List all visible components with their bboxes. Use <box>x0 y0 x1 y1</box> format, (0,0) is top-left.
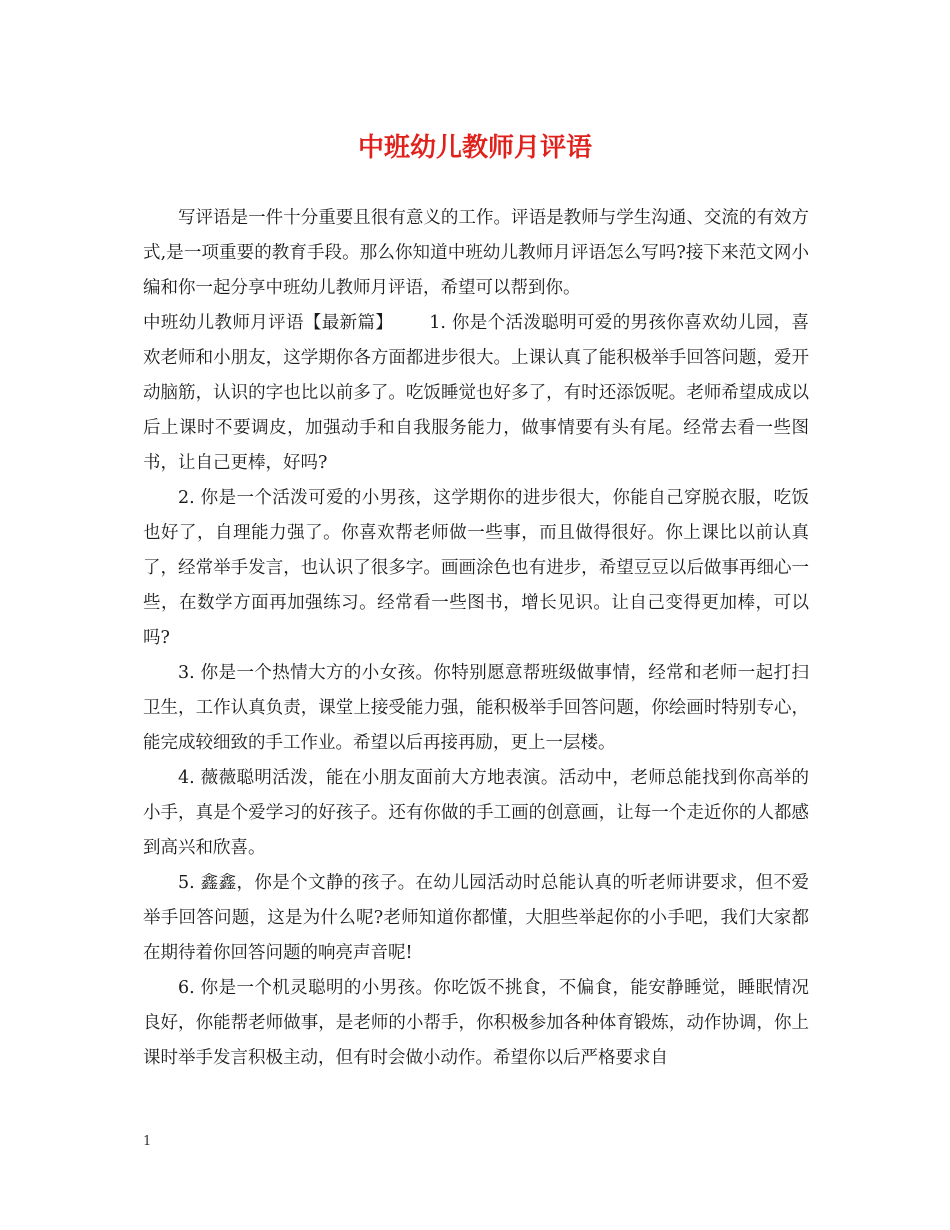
comment-item-6: 6. 你是一个机灵聪明的小男孩。你吃饭不挑食，不偏食，能安静睡觉，睡眠情况良好，你能帮老师做事，是老师的小帮手，你积极参加各种体育锻炼，动作协调，你上课时举手发言积极主动，但有时会做小动作。希望你以后严格要求自 <box>143 978 809 1068</box>
document-title: 中班幼儿教师月评语 <box>357 133 592 163</box>
document-body <box>143 201 809 1076</box>
page-number: 1 <box>143 1134 152 1149</box>
comment-item-4: 4. 薇薇聪明活泼，能在小朋友面前大方地表演。活动中，老师总能找到你高举的小手，真是个爱学习的好孩子。还有你做的手工画的创意画，让每一个走近你的人都感到高兴和欣喜。 <box>143 768 809 858</box>
section-heading: 中班幼儿教师月评语【最新篇】 <box>143 313 394 333</box>
comment-item-2: 2. 你是一个活泼可爱的小男孩，这学期你的进步很大，你能自己穿脱衣服，吃饭也好了，自理能力强了。你喜欢帮老师做一些事，而且做得很好。你上课比以前认真了，经常举手发言，也认识了很多字。画画涂色也有进步，希望豆豆以后做事再细心一些，在数学方面再加强练习。经常看一些图书，增长见识。让自己变得更加棒，可以吗? <box>143 488 809 648</box>
comment-item-1: 1. 你是个活泼聪明可爱的男孩你喜欢幼儿园，喜欢老师和小朋友，这学期你各方面都进步很大。上课认真了能积极举手回答问题，爱开动脑筋，认识的字也比以前多了。吃饭睡觉也好多了，有时还添饭呢。老师希望成成以后上课时不要调皮，加强动手和自我服务能力，做事情要有头有尾。经常去看一些图书，让自己更棒，好吗? <box>143 313 809 473</box>
comment-item-3: 3. 你是一个热情大方的小女孩。你特别愿意帮班级做事情，经常和老师一起打扫卫生，工作认真负责，课堂上接受能力强，能积极举手回答问题，你绘画时特别专心，能完成较细致的手工作业。希望以后再接再励，更上一层楼。 <box>143 663 809 753</box>
comment-item-5: 5. 鑫鑫，你是个文静的孩子。在幼儿园活动时总能认真的听老师讲要求，但不爱举手回答问题，这是为什么呢?老师知道你都懂，大胆些举起你的小手吧，我们大家都在期待着你回答问题的响亮声音呢! <box>143 873 809 963</box>
section-paragraph <box>143 306 809 481</box>
intro-paragraph: 写评语是一件十分重要且很有意义的工作。评语是教师与学生沟通、交流的有效方式,是一项重要的教育手段。那么你知道中班幼儿教师月评语怎么写吗?接下来范文网小编和你一起分享中班幼儿教师月评语，希望可以帮到你。 <box>143 208 809 298</box>
